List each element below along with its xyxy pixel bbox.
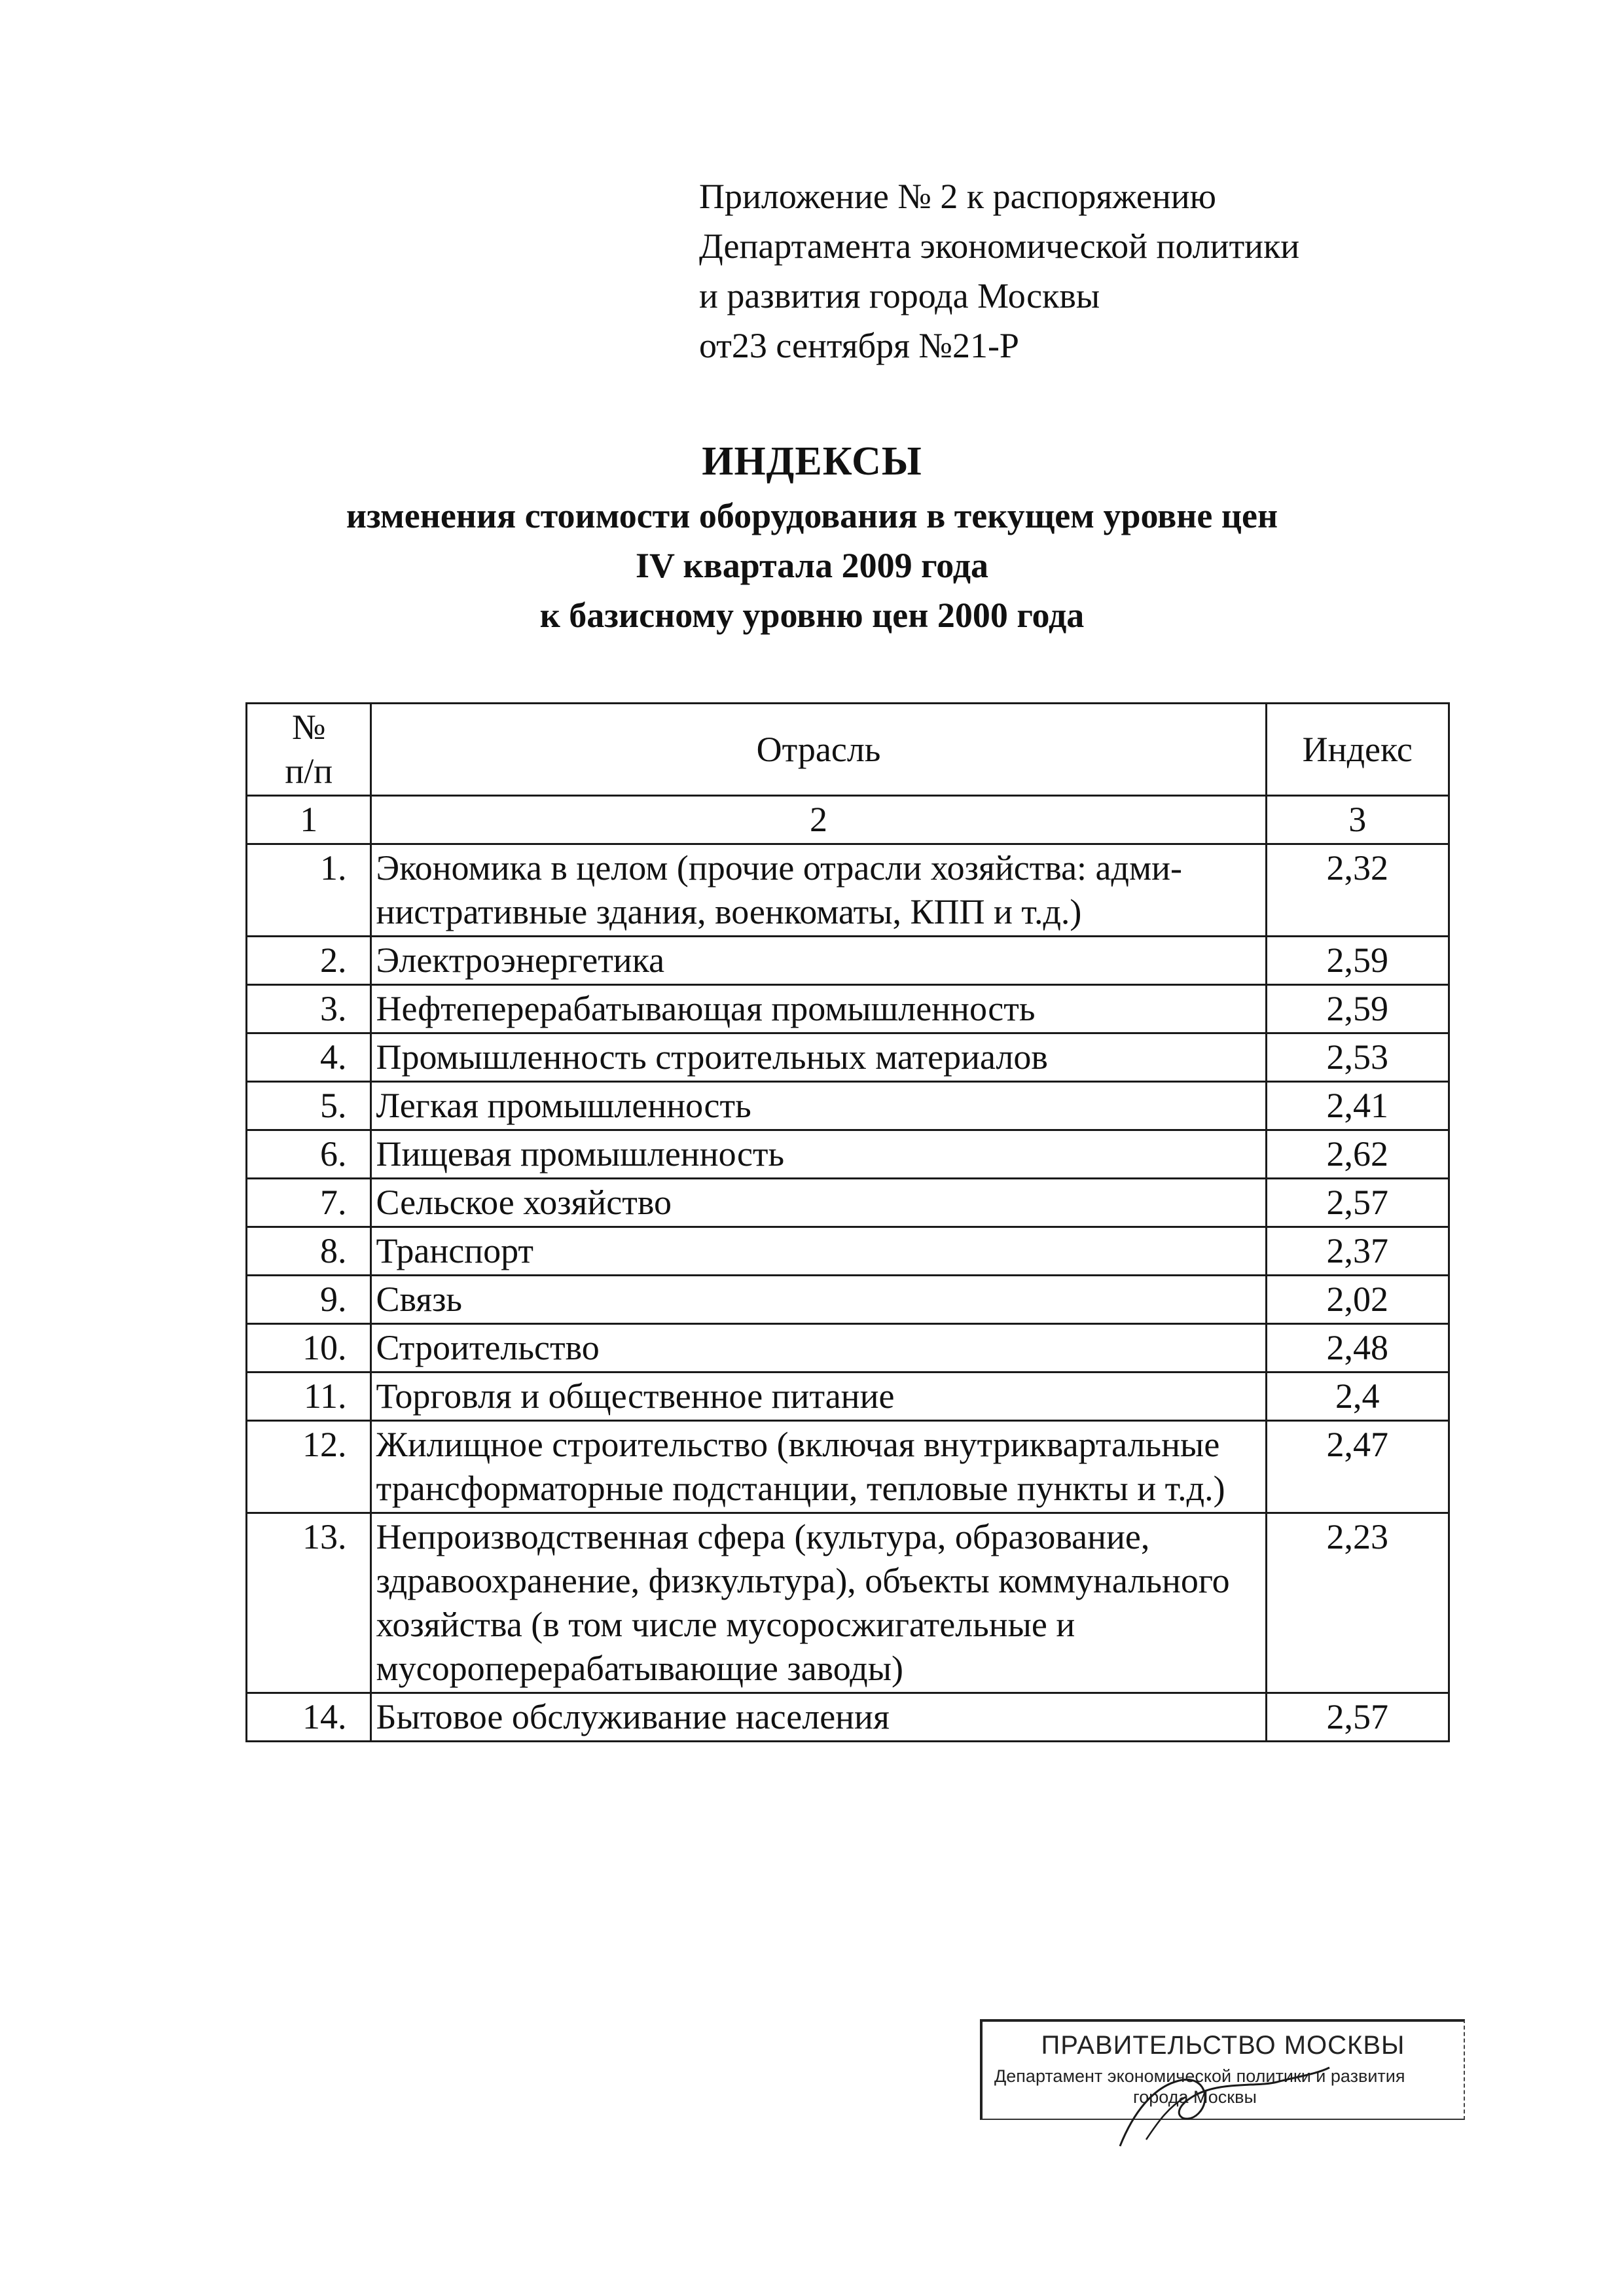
header-index: Индекс bbox=[1266, 704, 1449, 796]
column-number-3: 3 bbox=[1266, 796, 1449, 844]
appendix-header bbox=[699, 171, 1485, 370]
row-industry: Электроэнергетика bbox=[371, 937, 1266, 985]
title-line-3: к базисному уровню цен 2000 года bbox=[539, 596, 1085, 635]
table-row bbox=[247, 1324, 1449, 1372]
row-industry: Промышленность строительных материалов bbox=[371, 1033, 1266, 1082]
table-header-row bbox=[247, 704, 1449, 796]
row-number: 10. bbox=[247, 1324, 371, 1372]
table-row bbox=[247, 1693, 1449, 1742]
row-industry: Транспорт bbox=[371, 1227, 1266, 1276]
table-row bbox=[247, 1227, 1449, 1276]
row-industry: Экономика в целом (прочие отрасли хозяйства: адми-нистративные здания, военкоматы, КПП и т.д.) bbox=[371, 844, 1266, 937]
column-numbers-row bbox=[247, 796, 1449, 844]
row-number: 4. bbox=[247, 1033, 371, 1082]
row-industry: Жилищное строительство (включая внутриквартальные трансформаторные подстанции, тепловые пункты и т.д.) bbox=[371, 1421, 1266, 1513]
table-row bbox=[247, 1372, 1449, 1421]
row-number: 7. bbox=[247, 1179, 371, 1227]
row-index: 2,62 bbox=[1266, 1130, 1449, 1179]
appendix-line-3: и развития города Москвы bbox=[699, 276, 1100, 315]
row-index: 2,23 bbox=[1266, 1513, 1449, 1693]
table-row bbox=[247, 1033, 1449, 1082]
row-industry: Торговля и общественное питание bbox=[371, 1372, 1266, 1421]
stamp-city: города Москвы bbox=[1133, 2087, 1257, 2107]
title-line-1: изменения стоимости оборудования в текущем уровне цен bbox=[346, 496, 1278, 535]
header-industry: Отрасль bbox=[371, 704, 1266, 796]
table-row bbox=[247, 1421, 1449, 1513]
row-industry: Легкая промышленность bbox=[371, 1082, 1266, 1130]
table-row bbox=[247, 1179, 1449, 1227]
row-index: 2,57 bbox=[1266, 1693, 1449, 1742]
row-number: 1. bbox=[247, 844, 371, 937]
table-row bbox=[247, 1513, 1449, 1693]
title-main: ИНДЕКСЫ bbox=[702, 439, 922, 484]
table-row bbox=[247, 1130, 1449, 1179]
stamp-title: ПРАВИТЕЛЬСТВО МОСКВЫ bbox=[1041, 2031, 1405, 2060]
stamp-department: Департамент экономической политики и развития bbox=[994, 2066, 1405, 2086]
row-index: 2,53 bbox=[1266, 1033, 1449, 1082]
row-index: 2,59 bbox=[1266, 985, 1449, 1033]
table-row bbox=[247, 844, 1449, 937]
row-index: 2,4 bbox=[1266, 1372, 1449, 1421]
row-number: 2. bbox=[247, 937, 371, 985]
row-index: 2,48 bbox=[1266, 1324, 1449, 1372]
row-index: 2,59 bbox=[1266, 937, 1449, 985]
row-index: 2,57 bbox=[1266, 1179, 1449, 1227]
table-row bbox=[247, 1276, 1449, 1324]
row-number: 5. bbox=[247, 1082, 371, 1130]
row-index: 2,47 bbox=[1266, 1421, 1449, 1513]
row-index: 2,32 bbox=[1266, 844, 1449, 937]
row-industry: Нефтеперерабатывающая промышленность bbox=[371, 985, 1266, 1033]
appendix-line-4: от23 сентября №21-Р bbox=[699, 326, 1019, 365]
row-industry: Связь bbox=[371, 1276, 1266, 1324]
column-number-2: 2 bbox=[371, 796, 1266, 844]
row-number: 6. bbox=[247, 1130, 371, 1179]
row-industry: Бытовое обслуживание населения bbox=[371, 1693, 1266, 1742]
row-index: 2,41 bbox=[1266, 1082, 1449, 1130]
row-number: 9. bbox=[247, 1276, 371, 1324]
header-number-line-2: п/п bbox=[285, 751, 333, 791]
header-number-line-1: № bbox=[291, 708, 326, 747]
row-industry: Строительство bbox=[371, 1324, 1266, 1372]
row-number: 11. bbox=[247, 1372, 371, 1421]
table-row bbox=[247, 1082, 1449, 1130]
official-stamp bbox=[980, 2019, 1465, 2120]
column-number-1: 1 bbox=[247, 796, 371, 844]
row-industry: Пищевая промышленность bbox=[371, 1130, 1266, 1179]
table-row bbox=[247, 937, 1449, 985]
row-industry: Сельское хозяйство bbox=[371, 1179, 1266, 1227]
row-number: 13. bbox=[247, 1513, 371, 1693]
title-line-2: IV квартала 2009 года bbox=[635, 546, 989, 585]
document-title bbox=[0, 432, 1624, 640]
row-number: 14. bbox=[247, 1693, 371, 1742]
row-number: 8. bbox=[247, 1227, 371, 1276]
row-index: 2,37 bbox=[1266, 1227, 1449, 1276]
appendix-line-2: Департамента экономической политики bbox=[699, 226, 1300, 266]
table-row bbox=[247, 985, 1449, 1033]
handwritten-signature bbox=[1107, 2035, 1343, 2159]
header-number bbox=[247, 704, 371, 796]
appendix-line-1: Приложение № 2 к распоряжению bbox=[699, 177, 1216, 216]
row-number: 12. bbox=[247, 1421, 371, 1513]
row-number: 3. bbox=[247, 985, 371, 1033]
index-table bbox=[245, 702, 1450, 1742]
row-index: 2,02 bbox=[1266, 1276, 1449, 1324]
row-industry: Непроизводственная сфера (культура, образование, здравоохранение, физкультура), объекты коммунального хозяйства (в том числе мусоросжигательные и мусороперерабатывающие заводы) bbox=[371, 1513, 1266, 1693]
